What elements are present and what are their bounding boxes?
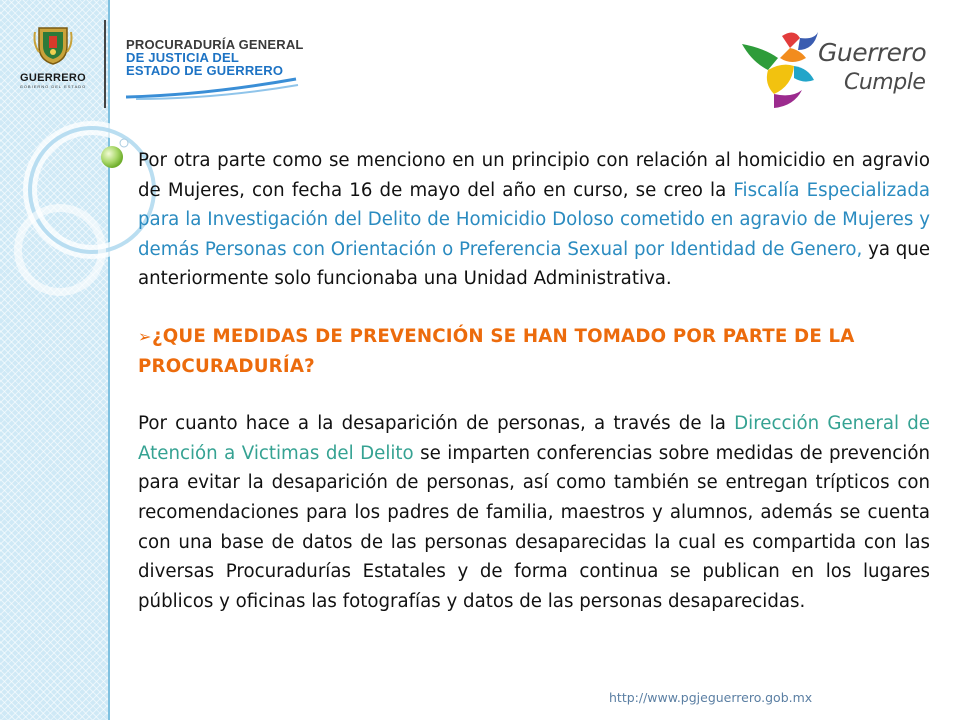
main-content — [138, 146, 930, 616]
p2-direccion-link: Dirección General de Atención a Victimas del Delito — [138, 413, 931, 464]
paragraph-1 — [138, 146, 930, 294]
gov-logo-subtext: GOBIERNO DEL ESTADO — [19, 84, 87, 89]
gc-logo-line1: Guerrero — [818, 38, 927, 67]
gov-logo-name: GUERRERO — [20, 72, 86, 84]
guerrero-cumple-logo — [734, 28, 934, 110]
p2-text-a: Por cuanto hace a la desaparición de personas, a través de la — [138, 413, 735, 435]
coat-of-arms-icon — [31, 22, 75, 66]
paragraph-2 — [138, 409, 930, 616]
p1-fiscalia-link: Fiscalía Especializada para la Investigación del Delito de Homicidio Doloso cometido en agravio de Mujeres y demás Personas con Orientación o Preferencia Sexual por Identidad de Genero, — [138, 179, 931, 260]
proc-line-3: ESTADO DE GUERRERO — [126, 63, 284, 78]
green-bullet-ball — [101, 146, 123, 168]
p2-text-b: se imparten conferencias sobre medidas de prevención para evitar la desaparición de personas, así como también se entregan trípticos con recomendaciones para los padres de familia, maestros y alumnos, además se cuenta con una base de datos de las personas desaparecidas la cual es compartida con las diversas Procuradurías Estatales y de forma continua se publican en los lugares públicos y oficinas las fotografías y datos de las personas desaparecidas. — [138, 442, 930, 612]
procuraduria-logo — [126, 38, 316, 105]
gc-logo-line2: Cumple — [844, 70, 926, 95]
proc-line-2: DE JUSTICIA DEL — [126, 50, 240, 65]
hummingbird-icon — [734, 28, 830, 110]
question-text: ¿QUE MEDIDAS DE PREVENCIÓN SE HAN TOMADO POR PARTE DE LA PROCURADURÍA? — [138, 325, 855, 377]
proc-swoosh — [126, 77, 301, 101]
arrow-bullet-icon: ➢ — [138, 326, 152, 346]
proc-line-1: PROCURADURÍA GENERAL — [126, 37, 304, 52]
p1-text-b: ya que anteriormente solo funcionaba una Unidad Administrativa. — [138, 238, 931, 290]
p1-text-a: Por otra parte como se menciono en un principio con relación al homicidio en agravio de Mujeres, con fecha 16 de mayo del año en curso, se creo la — [138, 150, 930, 201]
header-divider — [104, 20, 106, 108]
footer-url[interactable]: http://www.pgjeguerrero.gob.mx — [609, 690, 813, 705]
question-heading — [138, 322, 930, 381]
guerrero-government-logo — [14, 22, 92, 89]
